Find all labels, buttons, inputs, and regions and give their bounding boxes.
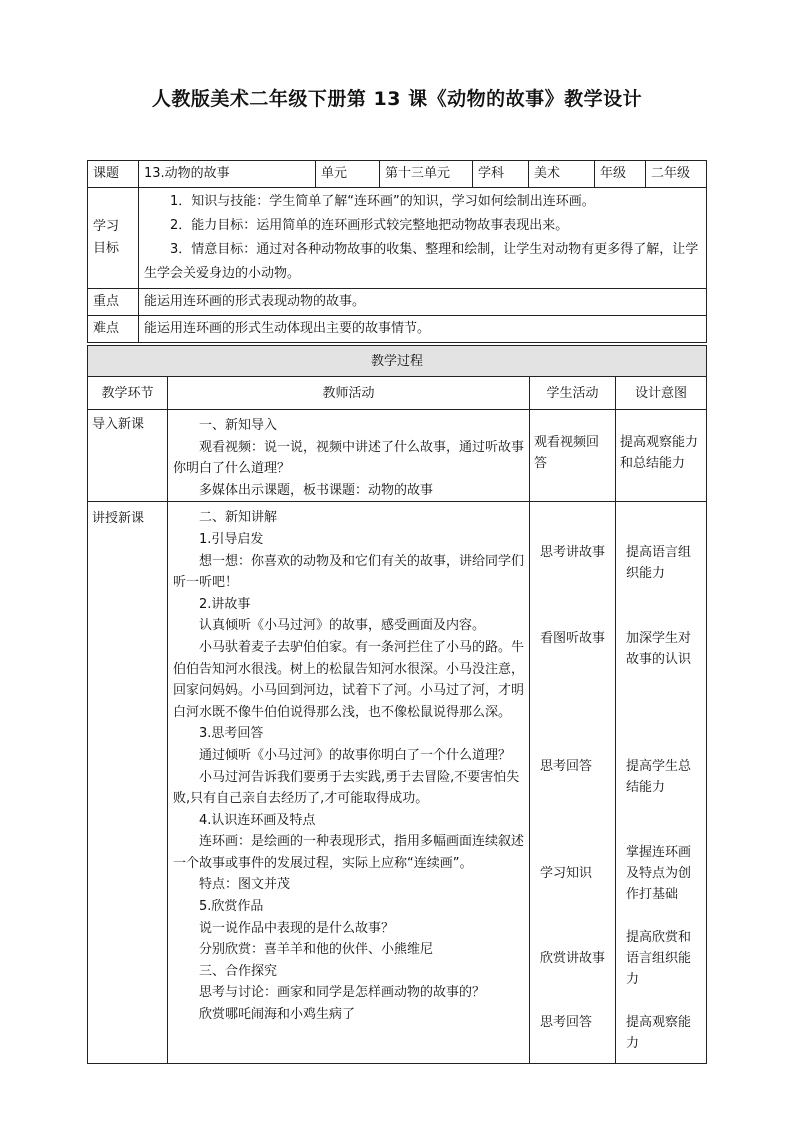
column-header: 学生活动 bbox=[530, 377, 616, 410]
activity-line: 连环画：是绘画的一种表现形式，指用多幅画面连续叙述一个故事或事件的发展过程，实际上应称“连续画”。 bbox=[173, 834, 525, 871]
process-columns-row bbox=[88, 377, 707, 410]
goals-content bbox=[139, 188, 707, 289]
key-point-row bbox=[88, 289, 707, 316]
goal-item: 1．知识与技能：学生简单了解“连环画”的知识，学习如何绘制出连环画。 bbox=[170, 194, 595, 209]
stage-cell: 讲授新课 bbox=[88, 502, 168, 1064]
difficulty-label: 难点 bbox=[88, 316, 139, 343]
activity-line: 2.讲故事 bbox=[199, 596, 251, 612]
activity-line: 认真倾听《小马过河》的故事，感受画面及内容。 bbox=[199, 618, 486, 634]
subject-value: 美术 bbox=[529, 161, 595, 188]
student-activity: 学习知识 bbox=[540, 866, 593, 882]
design-purpose: 提高欣赏和语言组织能力 bbox=[626, 930, 692, 988]
difficulty-row bbox=[88, 316, 707, 343]
unit-value: 第十三单元 bbox=[380, 161, 473, 188]
goals-label-line2: 目标 bbox=[93, 241, 120, 256]
student-activity: 思考讲故事 bbox=[540, 545, 606, 561]
activity-line: 通过倾听《小马过河》的故事你明白了一个什么道理？ bbox=[199, 747, 512, 763]
activity-line: 二、新知讲解 bbox=[199, 510, 278, 526]
design-purpose: 提高学生总结能力 bbox=[626, 759, 692, 796]
teacher-activity bbox=[168, 410, 530, 502]
process-header-row bbox=[88, 346, 707, 377]
subject-label: 学科 bbox=[473, 161, 529, 188]
goals-label-line1: 学习 bbox=[93, 219, 120, 234]
activity-line: 想一想：你喜欢的动物及和它们有关的故事，讲给同学们听一听吧！ bbox=[173, 553, 525, 591]
grade-value: 二年级 bbox=[646, 161, 707, 188]
student-activity: 欣赏讲故事 bbox=[540, 951, 606, 967]
document-title: 人教版美术二年级下册第 13 课《动物的故事》教学设计 bbox=[151, 88, 643, 110]
design-purpose: 提高观察能力 bbox=[626, 1015, 692, 1052]
difficulty-value: 能运用连环画的形式生动体现出主要的故事情节。 bbox=[139, 316, 707, 343]
goal-item: 3．情意目标：通过对各种动物故事的收集、整理和绘制，让学生对动物有更多得了解，让学生学会关爱身边的小动物。 bbox=[144, 242, 699, 281]
student-activity: 观看视频回答 bbox=[530, 410, 616, 502]
teach-row bbox=[88, 502, 707, 1064]
goals-row bbox=[88, 188, 707, 289]
grade-label: 年级 bbox=[595, 161, 646, 188]
design-purpose: 掌握连环画及特点为创作打基础 bbox=[626, 845, 692, 903]
design-purpose-column bbox=[616, 502, 707, 1064]
activity-line: 思考与讨论：画家和同学是怎样画动物的故事的？ bbox=[199, 985, 486, 1001]
activity-line: 5.欣赏作品 bbox=[199, 899, 264, 915]
course-label: 课题 bbox=[88, 161, 139, 188]
activity-line: 观看视频：说一说，视频中讲述了什么故事，通过听故事你明白了什么道理？ bbox=[173, 439, 525, 477]
activity-line: 一、新知导入 bbox=[199, 418, 278, 433]
course-value: 13.动物的故事 bbox=[139, 161, 316, 188]
activity-line: 三、合作探究 bbox=[199, 963, 278, 979]
activity-line: 4.认识连环画及特点 bbox=[199, 812, 316, 828]
design-purpose: 加深学生对故事的认识 bbox=[626, 631, 692, 668]
activity-line: 小马驮着麦子去驴伯伯家。有一条河拦住了小马的路。牛伯伯告知河水很浅。树上的松鼠告知河水很深。小马没注意，回家问妈妈。小马回到河边，试着下了河。小马过了河，才明白河水既不像牛伯伯说得那么浅，也不像松鼠说得那么深。 bbox=[173, 639, 525, 720]
design-purpose: 提高语言组织能力 bbox=[626, 545, 692, 582]
activity-line: 多媒体出示课题，板书课题：动物的故事 bbox=[199, 482, 434, 498]
activity-line: 1.引导启发 bbox=[199, 531, 264, 547]
student-activity: 看图听故事 bbox=[540, 631, 606, 647]
lesson-info-table bbox=[87, 160, 707, 343]
process-header: 教学过程 bbox=[88, 346, 707, 377]
stage-cell: 导入新课 bbox=[88, 410, 168, 502]
teacher-activity bbox=[168, 502, 530, 1064]
goal-item: 2．能力目标：运用简单的连环画形式较完整地把动物故事表现出来。 bbox=[170, 218, 569, 233]
activity-line: 3.思考回答 bbox=[199, 726, 264, 742]
column-header: 设计意图 bbox=[616, 377, 707, 410]
activity-line: 说一说作品中表现的是什么故事？ bbox=[199, 920, 395, 936]
column-header: 教师活动 bbox=[168, 377, 530, 410]
activity-line: 欣赏哪吒闹海和小鸡生病了 bbox=[199, 1007, 356, 1023]
goals-label bbox=[88, 188, 139, 289]
student-activity: 思考回答 bbox=[540, 1015, 593, 1031]
student-activity-column bbox=[530, 502, 616, 1064]
teaching-process-table bbox=[87, 345, 707, 1064]
activity-line: 分别欣赏：喜羊羊和他的伙伴、小熊维尼 bbox=[199, 942, 434, 958]
design-purpose: 提高观察能力和总结能力 bbox=[616, 410, 707, 502]
activity-line: 小马过河告诉我们要勇于去实践,勇于去冒险,不要害怕失败,只有自己亲自去经历了,才可能取得成功。 bbox=[173, 769, 520, 807]
lesson-info-row bbox=[88, 161, 707, 188]
key-point-value: 能运用连环画的形式表现动物的故事。 bbox=[139, 289, 707, 316]
student-activity: 思考回答 bbox=[540, 759, 593, 775]
activity-line: 特点：图文并茂 bbox=[199, 877, 291, 893]
column-header: 教学环节 bbox=[88, 377, 168, 410]
intro-row bbox=[88, 410, 707, 502]
key-point-label: 重点 bbox=[88, 289, 139, 316]
unit-label: 单元 bbox=[316, 161, 380, 188]
